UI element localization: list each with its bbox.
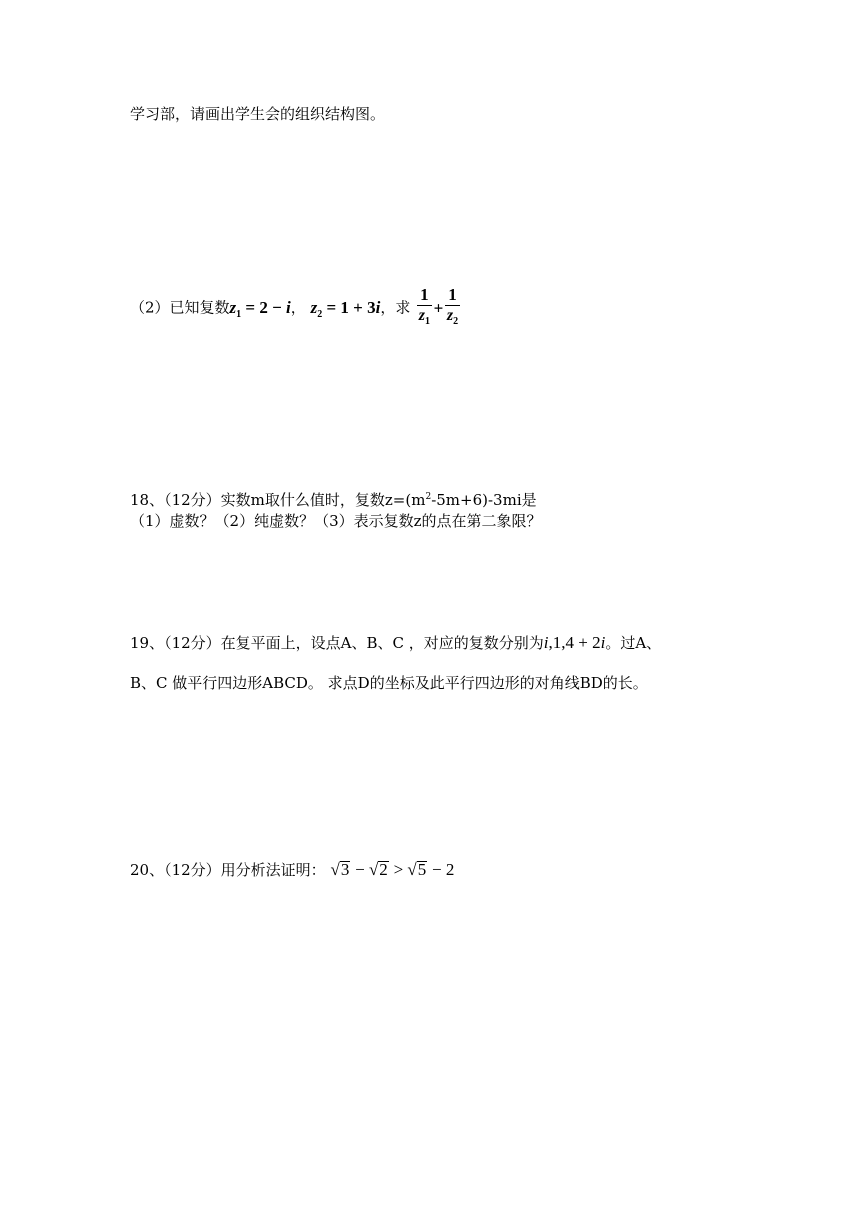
text-line-org-chart (130, 104, 385, 124)
q18-text-a: 18、（12分）实数m取什么值时，复数z=(m (130, 491, 426, 509)
plus-sign: + (433, 298, 444, 318)
q2-separator: ， (290, 298, 306, 317)
q19-text-b: 。过A、 (605, 634, 662, 652)
question-18-line-1 (130, 487, 537, 510)
question-2 (130, 285, 462, 332)
q2-ask: ，求 (380, 298, 411, 317)
q19-text-a: 19、（12分）在复平面上，设点A、B、C ，对应的复数分别为 (130, 634, 544, 652)
question-19-line-2 (130, 673, 648, 693)
sqrt-3: √3 (330, 860, 350, 879)
org-chart-text: 学习部，请画出学生会的组织结构图。 (130, 105, 386, 123)
q2-prefix: （2）已知复数 (130, 298, 230, 317)
q18-subquestions: （1）虚数？（2）纯虚数？（3）表示复数z的点在第二象限？ (130, 512, 542, 530)
question-20 (130, 860, 454, 880)
greater-than-sign: > (393, 860, 408, 879)
question-19-line-1 (130, 633, 661, 653)
fraction-1-over-z1: $\frac{1}{z_1}$ (418, 285, 430, 327)
sqrt-2: √2 (368, 860, 388, 879)
q19-complex-values: i,1,4 + 2i (543, 633, 606, 652)
question-18-line-2 (130, 511, 542, 531)
z2-expression: $z_2 = 1 + 3i$ (310, 297, 381, 320)
minus-sign: − (355, 860, 369, 879)
z1-expression: $z_1 = 2 - i$ (229, 297, 291, 320)
sqrt-5: √5 (407, 860, 427, 879)
q20-text: 20、（12分）用分析法证明： (130, 861, 326, 879)
minus-two: − 2 (432, 860, 455, 879)
q19-task: B、C 做平行四边形ABCD。 求点D的坐标及此平行四边形的对角线BD的长。 (130, 674, 648, 692)
q18-text-b: -5m+6)-3mi是 (431, 491, 537, 509)
q18-exponent: 2 (425, 492, 432, 502)
fraction-1-over-z2: $\frac{1}{z_2}$ (446, 285, 459, 327)
